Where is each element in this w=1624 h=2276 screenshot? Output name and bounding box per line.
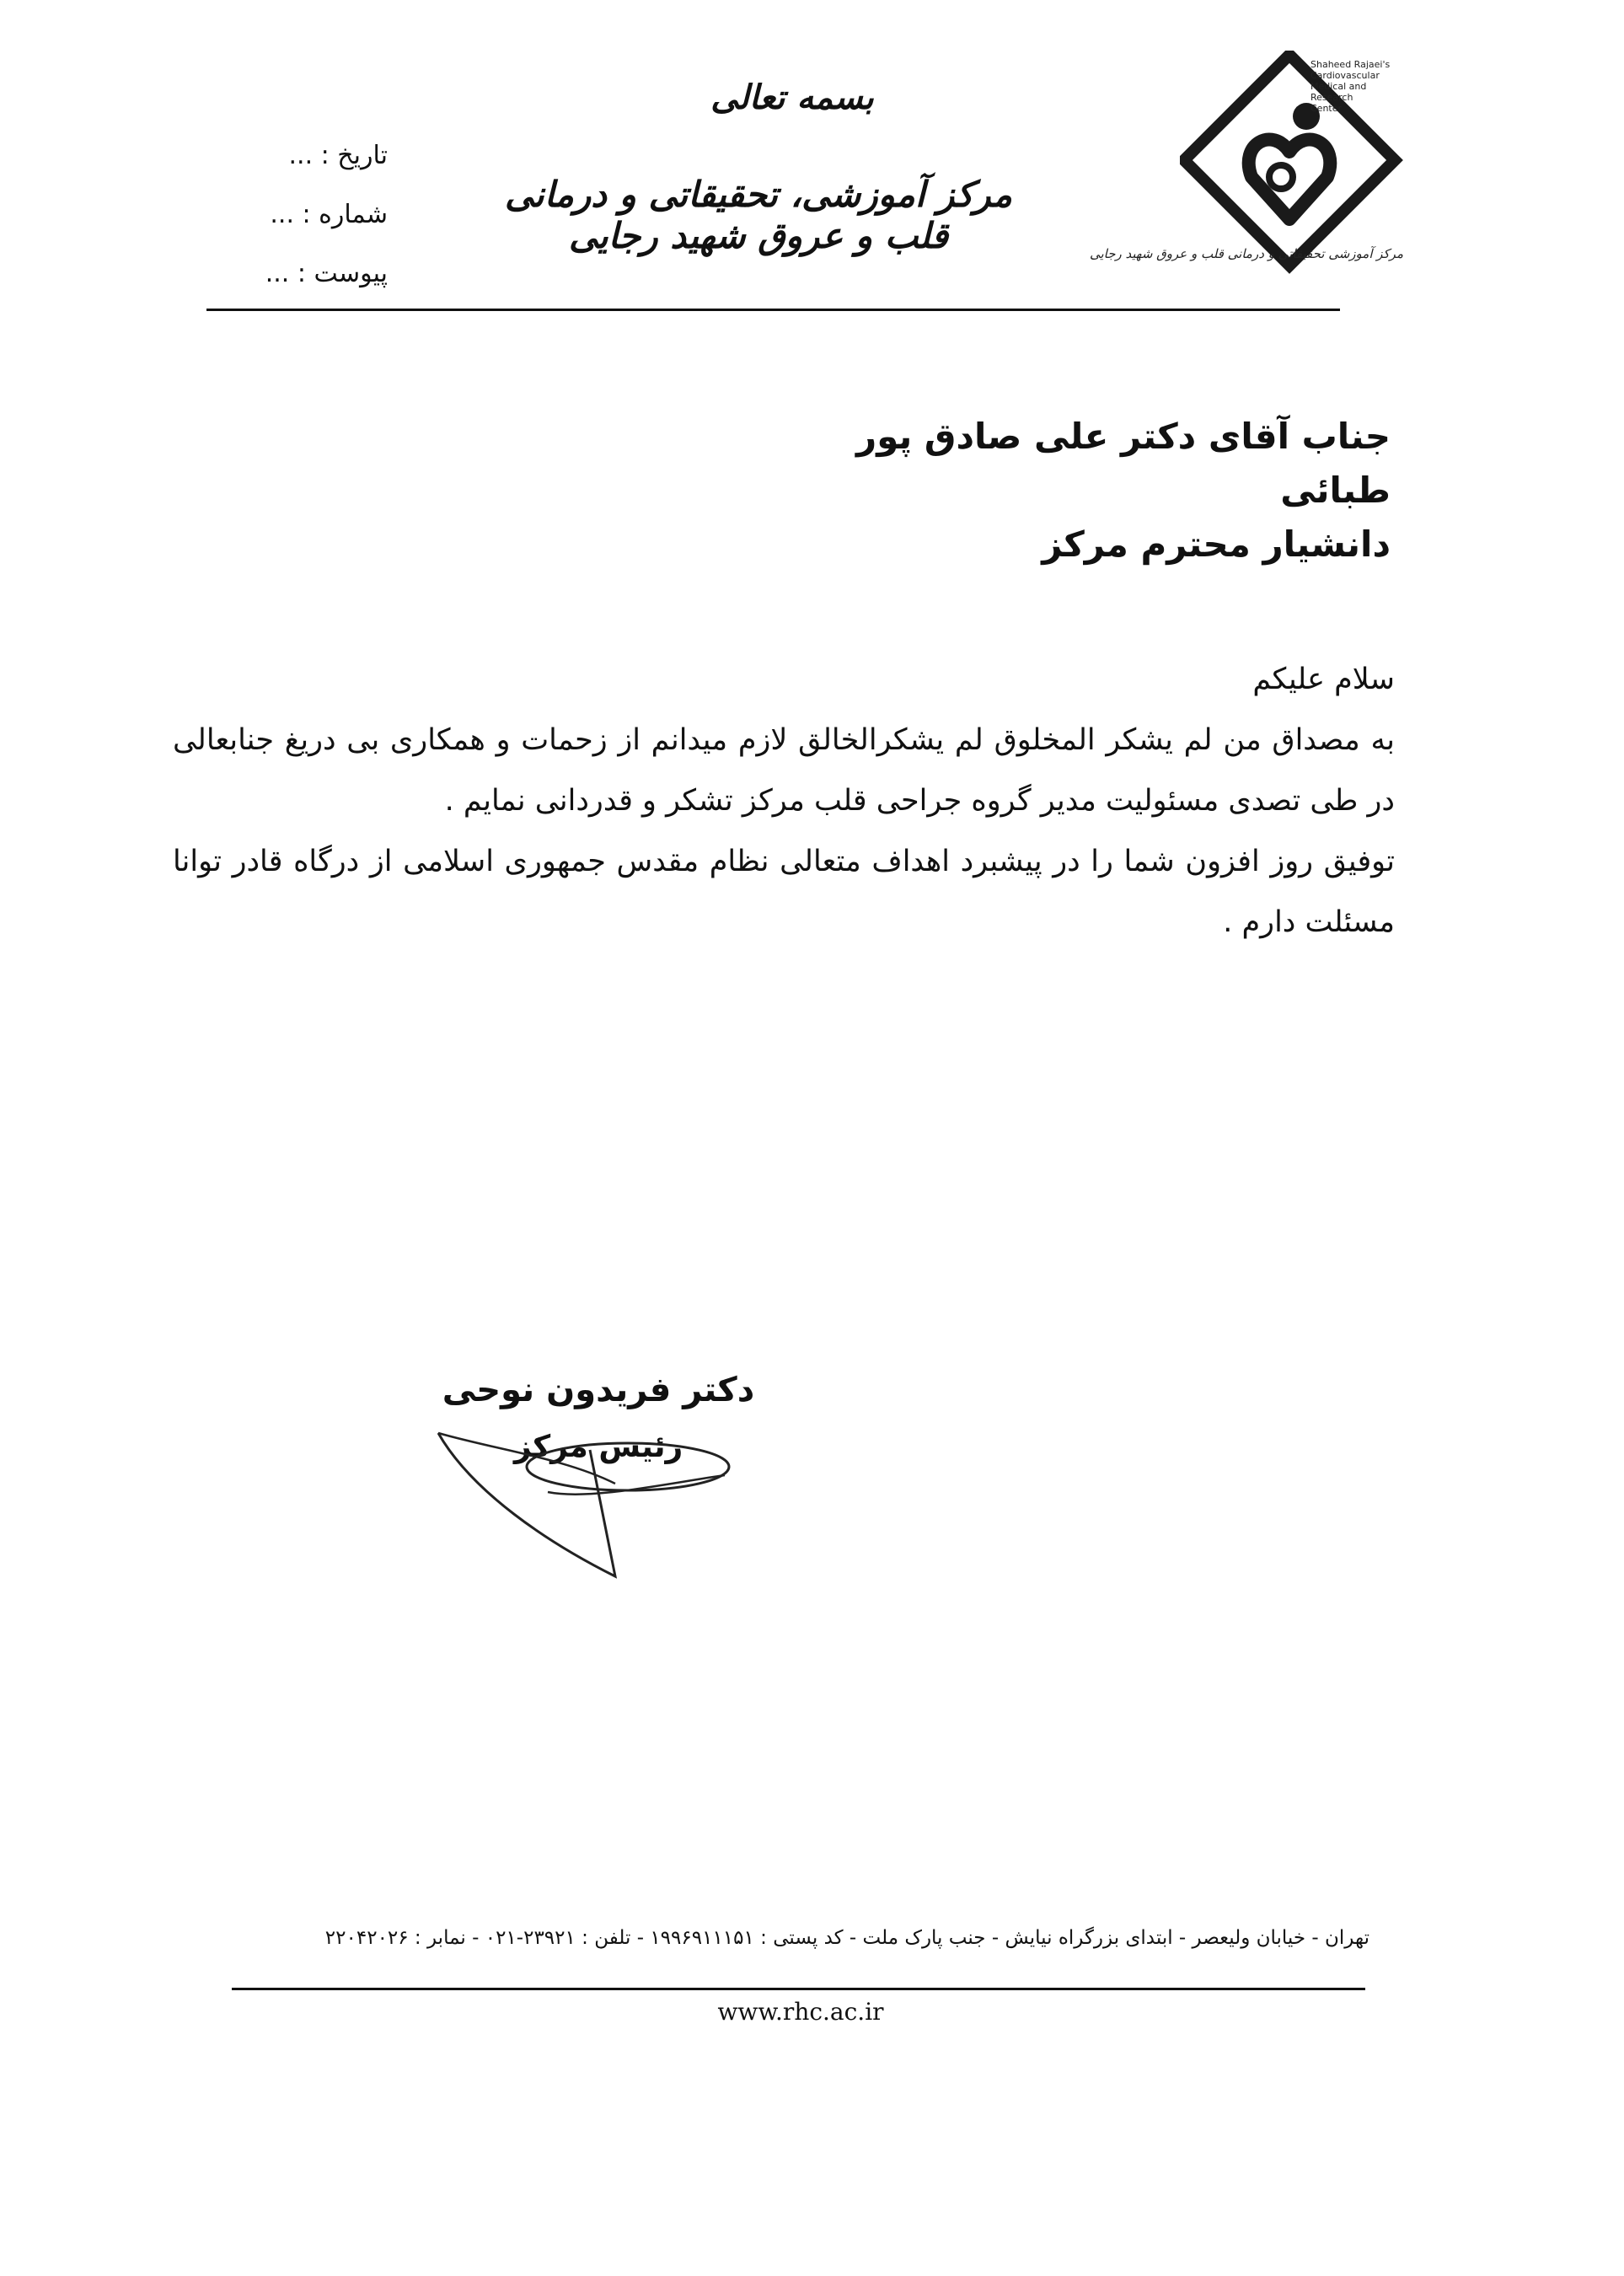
number-label: شماره : ...: [270, 200, 388, 229]
addressee-position: دانشیار محترم مرکز: [1042, 523, 1391, 565]
logo-english-text: Shaheed Rajaei's Cardiovascular Medical and Research Center: [1310, 59, 1391, 114]
signatory-title: رئیس مرکز: [513, 1430, 683, 1464]
header-divider: [206, 309, 1340, 311]
letter-body: [173, 649, 1395, 953]
body-paragraph: توفیق روز افزون شما را در پیشبرد اهداف متعالی نظام مقدس جمهوری اسلامی از درگاه قادر توانا مسئلت دارم .: [173, 845, 1395, 939]
footer-address: تهران - خیابان ولیعصر - ابتدای بزرگراه نیایش - جنب پارک ملت - کد پستی : ۱۹۹۶۹۱۱۱۵۱ - تلفن : ۲۳۹۲۱-۰۲۱ - نمابر : ۲۲۰۴۲۰۲۶: [324, 1927, 1369, 1949]
footer-divider: [232, 1988, 1365, 1990]
handwritten-signature: [421, 1416, 758, 1585]
logo-persian-caption: مرکز آموزشی تحقیقاتی و درمانی قلب و عروق شهید رجایی: [1089, 246, 1403, 261]
organization-title: مرکز آموزشی، تحقیقاتی و درمانی قلب و عروق شهید رجایی: [505, 174, 1012, 256]
date-label: تاریخ : ...: [288, 141, 388, 170]
basmala-heading: بسمه تعالی: [710, 78, 874, 117]
greeting: سلام علیکم: [1252, 663, 1395, 696]
letter-meta: [253, 126, 388, 303]
addressee-block: [758, 410, 1391, 572]
body-paragraph: به مصداق من لم یشکر المخلوق لم یشکرالخالق لازم میدانم از زحمات و همکاری بی دریغ جنابعالی در طی تصدی مسئولیت مدیر گروه جراحی قلب مرکز تشکر و قدردانی نمایم .: [173, 723, 1395, 818]
attachment-label: پیوست : ...: [265, 259, 388, 288]
signatory-name: دکتر فریدون نوحی: [442, 1371, 755, 1409]
addressee-name: جناب آقای دکتر علی صادق پور طبائی: [856, 416, 1391, 511]
website-link[interactable]: www.rhc.ac.ir: [717, 1998, 884, 2026]
